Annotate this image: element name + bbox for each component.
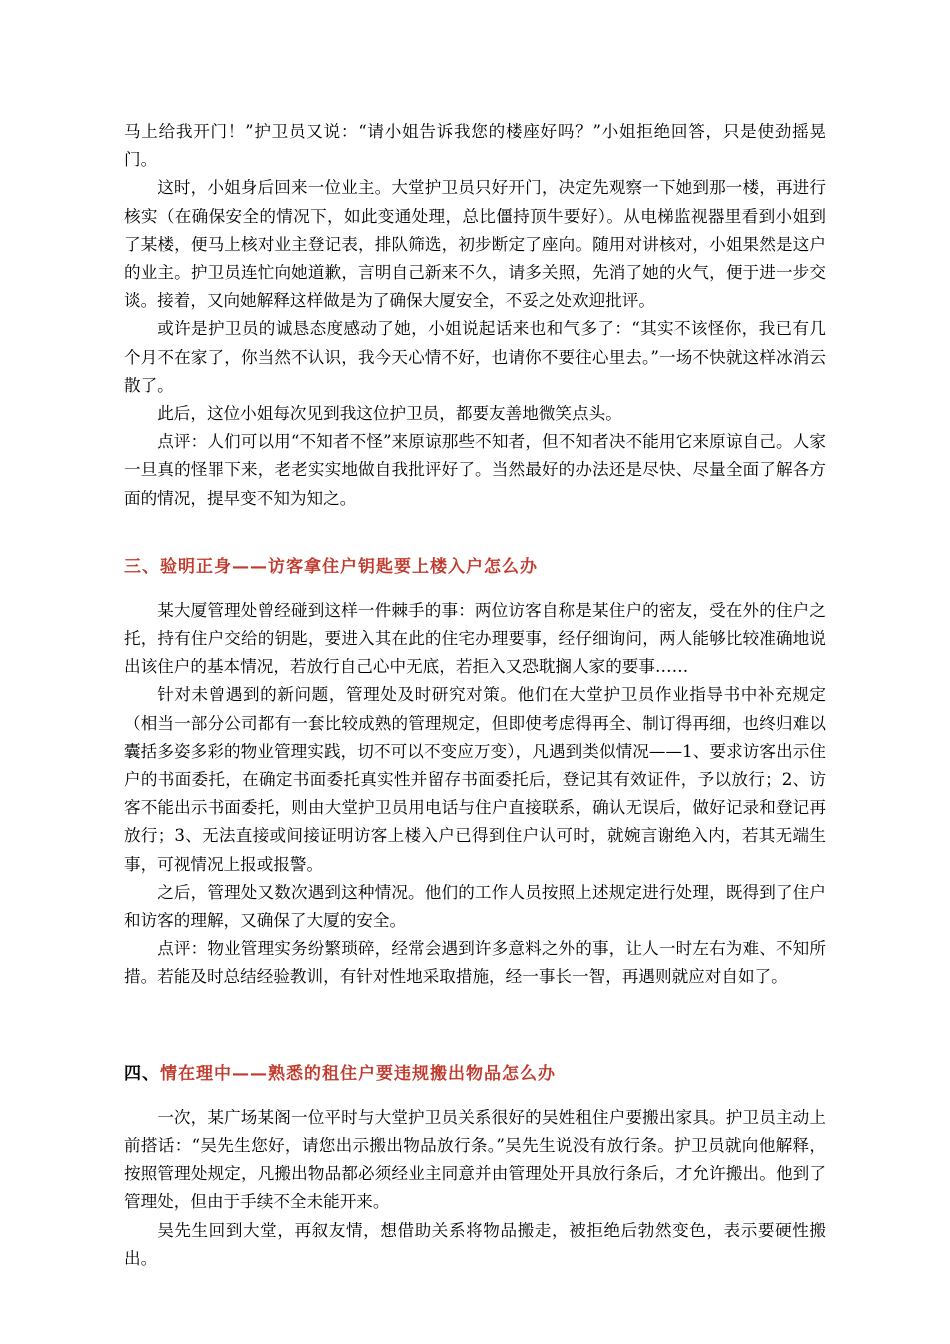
section-3-paragraph-1: 某大厦管理处曾经碰到这样一件棘手的事：两位访客自称是某住户的密友，受在外的住户之托，持有住户交给的钥匙，要进入其在此的住宅办理要事，经仔细询问，两人能够比较准确地说出该住户的基本情况，若放行自己心中无底，若拒入又恐耽搁人家的要事…… [124, 600, 826, 677]
intro-paragraph-4: 此后，这位小姐每次见到我这位护卫员，都要友善地微笑点头。 [157, 404, 622, 424]
intro-paragraph-1: 马上给我开门！”护卫员又说：“请小姐告诉我您的楼座好吗？”小姐拒绝回答，只是使劲摇晃门。 [124, 122, 826, 170]
section-4-title: 情在理中——熟悉的租住户要违规搬出物品怎么办 [160, 1063, 556, 1084]
section-3-comment: 点评：物业管理实务纷繁琐碎，经常会遇到许多意料之外的事，让人一时左右为难、不知所措。若能及时总结经验教训，有针对性地采取措施，经一事长一智，再遇则就应对自如了。 [124, 939, 826, 987]
intro-comment: 点评：人们可以用“不知者不怪”来原谅那些不知者，但不知者决不能用它来原谅自己。人家一旦真的怪罪下来，老老实实地做自我批评好了。当然最好的办法还是尽快、尽量全面了解各方面的情况，提早变不知为知之。 [124, 432, 826, 508]
section-3-paragraph-2: 针对未曾遇到的新问题，管理处及时研究对策。他们在大堂护卫员作业指导书中补充规定（相当一部分公司都有一套比较成熟的管理规定，但即使考虑得再全、制订得再细，也终归难以囊括多姿多彩的物业管理实践，切不可以不变应万变），凡遇到类似情况——1、要求访客出示住户的书面委托，在确定书面委托真实性并留存书面委托后，登记其有效证件，予以放行；2、访客不能出示书面委托，则由大堂护卫员用电话与住户直接联系，确认无误后，做好记录和登记再放行；3、无法直接或间接证明访客上楼入户已得到住户认可时，就婉言谢绝入内，若其无端生事，可视情况上报或报警。 [124, 685, 826, 874]
section-4-paragraph-2: 吴先生回到大堂，再叙友情，想借助关系将物品搬走，被拒绝后勃然变色，表示要硬性搬出。 [124, 1220, 826, 1268]
section-3-title: 验明正身——访客拿住户钥匙要上楼入户怎么办 [160, 556, 538, 577]
section-3-paragraph-3: 之后，管理处又数次遇到这种情况。他们的工作人员按照上述规定进行处理，既得到了住户和访客的理解，又确保了大厦的安全。 [124, 882, 826, 931]
section-4-number: 四、 [124, 1063, 160, 1084]
section-4-heading [124, 1060, 826, 1088]
intro-paragraph-3: 或许是护卫员的诚恳态度感动了她，小姐说起话来也和气多了：“其实不该怪你，我已有几个月不在家了，你当然不认识，我今天心情不好，也请你不要往心里去。”一场不快就这样冰消云散了。 [124, 319, 826, 395]
section-3-heading [124, 553, 826, 581]
intro-paragraph-2: 这时，小姐身后回来一位业主。大堂护卫员只好开门，决定先观察一下她到那一楼，再进行核实（在确保安全的情况下，如此变通处理，总比僵持顶牛要好）。从电梯监视器里看到小姐到了某楼，便马上核对业主登记表，排队筛选，初步断定了座向。随用对讲核对，小姐果然是这户的业主。护卫员连忙向她道歉，言明自己新来不久，请多关照，先消了她的火气，便于进一步交谈。接着，又向她解释这样做是为了确保大厦安全，不妥之处欢迎批评。 [124, 178, 826, 311]
section-3-number: 三、 [124, 556, 160, 577]
section-4-paragraph-1: 一次，某广场某阁一位平时与大堂护卫员关系很好的吴姓租住户要搬出家具。护卫员主动上前搭话：“吴先生您好，请您出示搬出物品放行条。”吴先生说没有放行条。护卫员就向他解释，按照管理处规定，凡搬出物品都必须经业主同意并由管理处开具放行条后，才允许搬出。他到了管理处，但由于手续不全未能开来。 [124, 1107, 826, 1212]
